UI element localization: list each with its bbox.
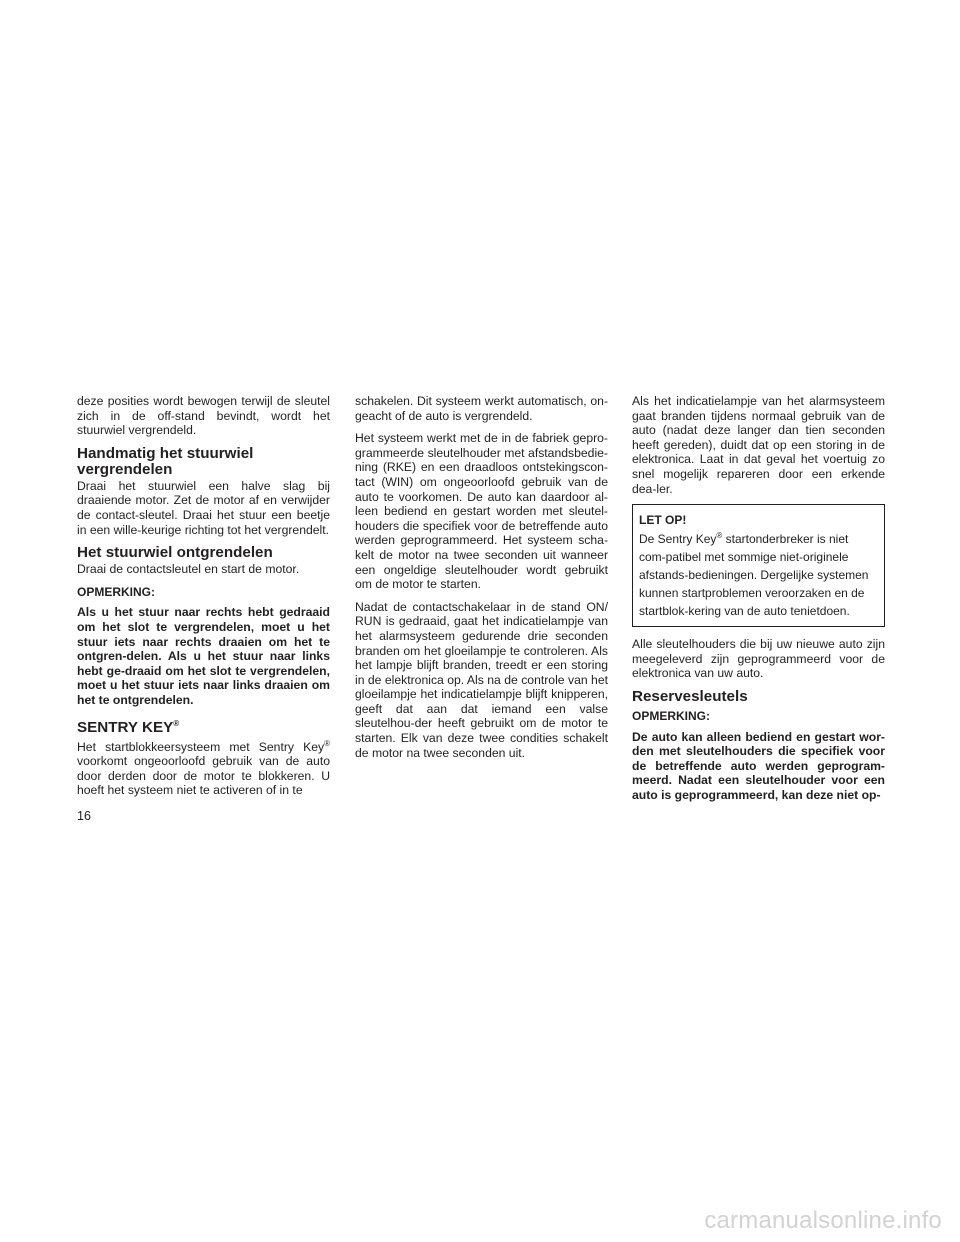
- column-left: [77, 394, 330, 806]
- caution-text: [639, 527, 878, 620]
- note-label: OPMERKING:: [77, 584, 155, 599]
- sentry-text-a: Het startblokkeersysteem met Sentry Key: [77, 739, 325, 754]
- registered-mark: ®: [324, 738, 330, 748]
- heading-spare-keys: Reservesleutels: [632, 687, 748, 705]
- heading-sentry-key-text: SENTRY KEY: [77, 718, 174, 736]
- heading-sentry-key: [77, 716, 330, 736]
- paragraph-continued: deze posities wordt bewogen terwijl de sleutel zich in de off-stand bevindt, wordt het stuurwiel vergrendeld.: [77, 394, 330, 438]
- caution-box: [632, 504, 885, 627]
- paragraph-unlock: Draai de contactsleutel en start de motor.: [77, 562, 300, 577]
- sentry-text-b: voorkomt ongeoorloofd gebruik van de auto door derden door de motor te blokkeren. U hoeft het systeem niet te activeren of in te: [77, 754, 330, 798]
- heading-manual-lock: Handmatig het stuurwiel vergrendelen: [77, 444, 254, 478]
- column-middle: [355, 394, 608, 768]
- caution-text-b: startonderbreker is niet com-patibel met sommige niet-originele afstands-bedieningen. Dergelijke systemen kunnen startproblemen veroorzaken en de startblok-kering van de auto tenietdoen.: [639, 532, 869, 619]
- paragraph-manual-lock: Draai het stuurwiel een halve slag bij draaiende motor. Zet de motor af en verwijder de contact-sleutel. Draai het stuur een beetje in een wille-keurige richting tot het vergrendelt.: [77, 478, 330, 537]
- registered-mark: ®: [173, 718, 180, 728]
- note-text: Als u het stuur naar rechts hebt gedraaid om het slot te vergrendelen, moet u het stuur iets naar rechts draaien om het te ontgren-delen. Als u het stuur naar links hebt ge-draaid om het slot te vergrendelen, moet u het stuur iets naar links draaien om het te ontgrendelen.: [77, 605, 330, 707]
- watermark: carmanualsonline.info: [704, 1207, 942, 1234]
- page-number: 16: [77, 809, 91, 823]
- paragraph-malfunction: Als het indicatielampje van het alarmsysteem gaat branden tijdens normaal gebruik van de auto (nadat deze langer dan tien seconden heeft gereden), duidt dat op een storing in de elektronica. Laat in dat geval het voertuig zo snel mogelijk repareren door een erkende dea-ler.: [632, 394, 885, 496]
- note-text: De auto kan alleen bediend en gestart wor-den met sleutelhouders die specifiek voor de betreffende auto werden geprogram-meerd. Nadat een sleutelhouder voor een auto is geprogrammeerd, kan deze niet op-: [632, 729, 885, 802]
- paragraph-sentry-key: [77, 737, 330, 798]
- caution-text-a: De Sentry Key: [639, 532, 717, 547]
- caution-title: LET OP!: [639, 513, 687, 528]
- paragraph-system: Het systeem werkt met de in de fabriek gepro-grammeerde sleutelhouder met afstandsbedie-ning (RKE) en een draadloos ontstekingscon-tact (WIN) om ongeoorloofd gebruik van de auto te voorkomen. De auto kan daardoor al-leen bediend en gestart worden met sleutel-houders die specifiek voor de betreffende auto werden geprogrammeerd. Het systeem scha-kelt de motor na twee seconden uit wanneer een ongeldige sleutelhouder wordt gebruikt om de motor te starten.: [355, 431, 608, 592]
- registered-mark: ®: [716, 531, 723, 541]
- paragraph-automatic: schakelen. Dit systeem werkt automatisch, on-geacht of de auto is vergrendeld.: [355, 394, 608, 423]
- paragraph-key-fobs: Alle sleutelhouders die bij uw nieuwe auto zijn meegeleverd zijn geprogrammeerd voor de elektronica van uw auto.: [632, 637, 885, 681]
- note-label: OPMERKING:: [632, 708, 710, 723]
- heading-unlock: Het stuurwiel ontgrendelen: [77, 544, 273, 562]
- paragraph-indicator: Nadat de contactschakelaar in de stand ON/ RUN is gedraaid, gaat het indicatielampje van het alarmsysteem gedurende drie seconden branden om het gloeilampje te controleren. Als het lampje blijft branden, treedt er een storing in de elektronica op. Als na de controle van het gloeilampje het indicatielampje blijft knipperen, geeft dat aan dat iemand een valse sleutelhou-der heeft gebruikt om de motor te starten. Elk van deze twee condities schakelt de motor na twee seconden uit.: [355, 599, 608, 760]
- column-right: [632, 394, 885, 811]
